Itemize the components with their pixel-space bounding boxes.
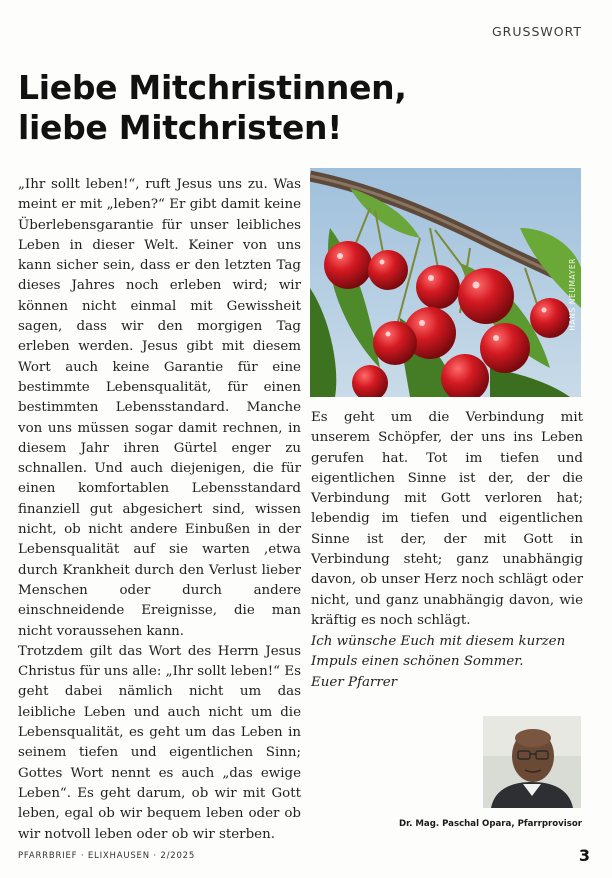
portrait-illustration xyxy=(483,716,581,808)
title-line-1: Liebe Mitchristinnen, xyxy=(18,68,407,107)
photo-credit: HANS NEUMAYER xyxy=(568,258,577,331)
title-line-2: liebe Mitchristen! xyxy=(18,108,343,147)
page-number: 3 xyxy=(578,846,590,865)
closing-line-2: Euer Pfarrer xyxy=(311,674,398,690)
paragraph-1: „Ihr sollt leben!“, ruft Jesus uns zu. Was meint er mit „leben?“ Er gibt damit keine Überlebensgarantie für unser leibliches Leben in dieser Welt. Keiner von uns kann sicher sein, dass er den letzten Tag dieses Jahres noch erleben wird; wir können nicht einmal mit Gewissheit sagen, dass wir den morgigen Tag erleben werden. Jesus gibt mit diesem Wort auch keine Garantie für eine bestimmte Lebensqualität, für einen bestimmten Lebensstandard. Manche von uns müssen sogar damit rechnen, in diesem Jahr ihren Gürtel enger zu schnallen. Und auch diejenigen, die für einen komfortablen Lebensstandard finanziell gut abgesichert sind, wissen nicht, ob nicht andere Einbußen in der Lebensqualität auf sie warten ,etwa durch Krankheit durch den Verlust lieber Menschen oder durch andere einschneidende Ereignisse, die man nicht voraussehen kann. xyxy=(18,177,301,639)
right-column xyxy=(311,408,583,631)
author-signature: Dr. Mag. Paschal Opara, Pfarrprovisor xyxy=(398,819,582,829)
paragraph-3: Es geht um die Verbindung mit unserem Schöpfer, der uns ins Leben gerufen hat. Tot im tiefen und eigentlichen Sinne ist der, der die Verbindung mit Gott verloren hat; lebendig im tiefen und eigentlichen Sinne ist der, der mit Gott in Verbindung steht; ganz unabhängig davon, ob unser Herz noch schlägt oder nicht, und ganz unabhängig davon, wie kräftig es noch schlägt. xyxy=(311,410,583,628)
page-title xyxy=(18,68,598,148)
closing-remarks xyxy=(311,632,586,693)
footer-publication: PFARRBRIEF · ELIXHAUSEN · 2/2025 xyxy=(18,851,196,861)
cherries-photo xyxy=(310,168,581,397)
cherries-illustration xyxy=(310,168,581,397)
section-label: GRUSSWORT xyxy=(492,24,582,39)
author-portrait xyxy=(483,716,581,808)
closing-line-1: Ich wünsche Euch mit diesem kurzen Impuls einen schönen Sommer. xyxy=(311,634,566,670)
paragraph-2: Trotzdem gilt das Wort des Herrn Jesus Christus für uns alle: „Ihr sollt leben!“ Es geht dabei nämlich nicht um das leibliche Leben und auch nicht um die Lebensqualität, es geht um das Leben in seinem tiefen und eigentlichen Sinn; Gottes Wort nennt es auch „das ewige Leben“. Es geht darum, ob wir mit Gott leben, egal ob wir bequem leben oder ob wir notvoll leben oder ob wir sterben. xyxy=(18,643,301,842)
left-column xyxy=(18,175,301,845)
